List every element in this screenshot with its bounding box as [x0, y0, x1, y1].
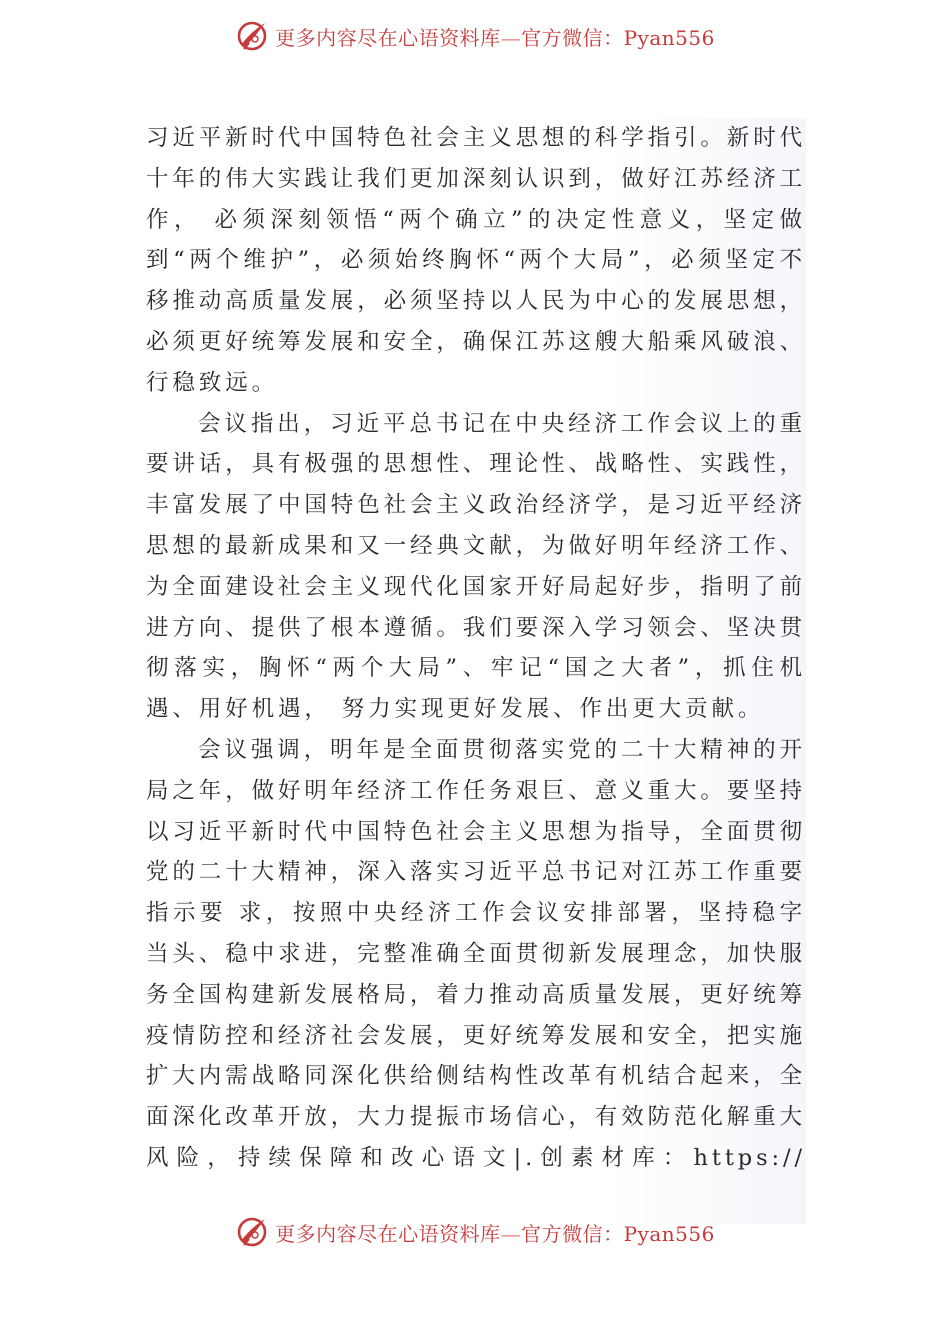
- paragraph-3: 会议强调，明年是全面贯彻落实党的二十大精神的开局之年，做好明年经济工作任务艰巨、意义重大。要坚持以习近平新时代中国特色社会主义思想为指导，全面贯彻党的二十大精神，深入落实习近平总书记对江苏工作重要指示要 求，按照中央经济工作会议安排部署，坚持稳字当头、稳中求进，完整准确全面贯彻新发展理念，加快服务全国构建新发展格局，着力推动高质量发展，更好统筹疫情防控和经济社会发展，更好统筹发展和安全，把实施扩大内需战略同深化供给侧结构性改革有机结合起来，全面深化改革开放，大力提振市场信心，有效防范化解重大风险，持续保障和改心语文|.创素材库：https://: [146, 736, 807, 1171]
- footer-banner: [0, 1212, 950, 1252]
- quill-seal-icon: [235, 1215, 269, 1249]
- banner-dash: —: [500, 25, 522, 50]
- banner-text: [275, 22, 715, 51]
- banner-wechat: 官方微信：Pyan556: [521, 1221, 715, 1246]
- header-banner: [0, 16, 950, 56]
- document-body: [146, 118, 806, 1224]
- quill-seal-icon: [235, 19, 269, 53]
- banner-dash: —: [500, 1221, 522, 1246]
- paragraph-2: 会议指出，习近平总书记在中央经济工作会议上的重要讲话，具有极强的思想性、理论性、战略性、实践性，丰富发展了中国特色社会主义政治经济学，是习近平经济思想的最新成果和又一经典文献，为做好明年经济工作、为全面建设社会主义现代化国家开好局起好步，指明了前进方向、提供了根本遵循。我们要深入学习领会、坚决贯彻落实，胸怀“两个大局”、牢记“国之大者”，抓住机遇、用好机遇， 努力实现更好发展、作出更大贡献。: [146, 410, 807, 723]
- paragraph-1: 习近平新时代中国特色社会主义思想的科学指引。新时代十年的伟大实践让我们更加深刻认识到，做好江苏经济工作， 必须深刻领悟“两个确立”的决定性意义，坚定做到“两个维护”，必须始终胸怀“两个大局”，必须坚定不移推动高质量发展，必须坚持以人民为中心的发展思想，必须更好统筹发展和安全，确保江苏这艘大船乘风破浪、行稳致远。: [146, 125, 807, 396]
- banner-text: [275, 1218, 715, 1247]
- banner-wechat: 官方微信：Pyan556: [521, 25, 715, 50]
- banner-library-name: 更多内容尽在心语资料库: [275, 1221, 501, 1246]
- banner-library-name: 更多内容尽在心语资料库: [275, 25, 501, 50]
